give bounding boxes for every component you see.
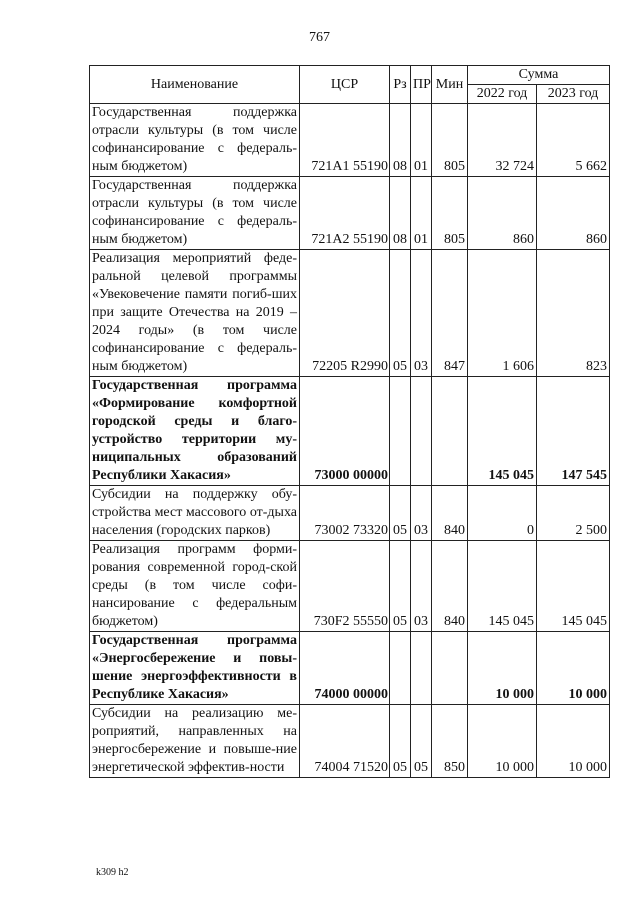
- row-csr: 730F2 55550: [300, 541, 390, 632]
- row-name: Реализация программ форми-рования современной город-ской среды (в том числе софи-нансирование с федеральным бюджетом): [90, 541, 300, 632]
- table-row: [90, 705, 610, 778]
- row-min: 850: [432, 705, 468, 778]
- header-min: Мин: [432, 66, 468, 104]
- row-rz: 08: [390, 104, 411, 177]
- row-name: Субсидии на поддержку обу-стройства мест массового от-дыха населения (городских парков): [90, 486, 300, 541]
- row-min: 840: [432, 541, 468, 632]
- row-2022: 1 606: [468, 250, 537, 377]
- table-row-program: [90, 377, 610, 486]
- row-rz: [390, 377, 411, 486]
- row-pr: [411, 632, 432, 705]
- row-rz: 08: [390, 177, 411, 250]
- header-2023: 2023 год: [537, 85, 610, 104]
- table-row-program: [90, 632, 610, 705]
- row-min: 847: [432, 250, 468, 377]
- table-row: [90, 104, 610, 177]
- row-pr: 03: [411, 250, 432, 377]
- row-rz: [390, 632, 411, 705]
- row-name: Субсидии на реализацию ме-роприятий, направленных на энергосбережение и повыше-ние энергетической эффектив-ности: [90, 705, 300, 778]
- table-row: [90, 541, 610, 632]
- table-row: [90, 177, 610, 250]
- row-min: 805: [432, 177, 468, 250]
- row-2023: 145 045: [537, 541, 610, 632]
- row-rz: 05: [390, 541, 411, 632]
- row-rz: 05: [390, 486, 411, 541]
- header-2022: 2022 год: [468, 85, 537, 104]
- row-pr: 03: [411, 486, 432, 541]
- header-pr: ПР: [411, 66, 432, 104]
- row-2022: 145 045: [468, 541, 537, 632]
- row-2023: 10 000: [537, 632, 610, 705]
- row-2022: 0: [468, 486, 537, 541]
- row-2023: 5 662: [537, 104, 610, 177]
- row-2023: 860: [537, 177, 610, 250]
- row-name: Государственная программа «Энергосбережение и повы-шение энергоэффективности в Республике Хакасия»: [90, 632, 300, 705]
- row-csr: 73000 00000: [300, 377, 390, 486]
- row-min: [432, 377, 468, 486]
- row-pr: 03: [411, 541, 432, 632]
- row-2023: 147 545: [537, 377, 610, 486]
- header-csr: ЦСР: [300, 66, 390, 104]
- row-csr: 721А2 55190: [300, 177, 390, 250]
- row-name: Государственная поддержка отрасли культуры (в том числе софинансирование с федераль-ным бюджетом): [90, 104, 300, 177]
- row-name: Государственная программа «Формирование комфортной городской среды и благо-устройство территории му-ниципальных образований Республики Хакасия»: [90, 377, 300, 486]
- row-2022: 860: [468, 177, 537, 250]
- row-csr: 74004 71520: [300, 705, 390, 778]
- header-rz: Рз: [390, 66, 411, 104]
- budget-table: [89, 65, 610, 778]
- row-csr: 74000 00000: [300, 632, 390, 705]
- row-csr: 72205 R2990: [300, 250, 390, 377]
- row-min: 840: [432, 486, 468, 541]
- row-2022: 32 724: [468, 104, 537, 177]
- row-csr: 721А1 55190: [300, 104, 390, 177]
- table-row: [90, 250, 610, 377]
- row-min: 805: [432, 104, 468, 177]
- header-name: Наименование: [90, 66, 300, 104]
- table-row: [90, 486, 610, 541]
- row-pr: [411, 377, 432, 486]
- row-2022: 145 045: [468, 377, 537, 486]
- row-2023: 10 000: [537, 705, 610, 778]
- row-rz: 05: [390, 250, 411, 377]
- header-sum: Сумма: [468, 66, 610, 85]
- row-pr: 05: [411, 705, 432, 778]
- row-csr: 73002 73320: [300, 486, 390, 541]
- footer-code: k309 h2: [96, 867, 129, 878]
- row-2022: 10 000: [468, 632, 537, 705]
- row-2023: 2 500: [537, 486, 610, 541]
- row-rz: 05: [390, 705, 411, 778]
- row-name: Реализация мероприятий феде-ральной целевой программы «Увековечение памяти погиб-ших при защите Отечества на 2019 – 2024 годы» (в том числе софинансирование с федераль-ным бюджетом): [90, 250, 300, 377]
- page-number: 767: [309, 30, 330, 45]
- row-2022: 10 000: [468, 705, 537, 778]
- row-2023: 823: [537, 250, 610, 377]
- row-pr: 01: [411, 104, 432, 177]
- row-name: Государственная поддержка отрасли культуры (в том числе софинансирование с федераль-ным бюджетом): [90, 177, 300, 250]
- row-pr: 01: [411, 177, 432, 250]
- row-min: [432, 632, 468, 705]
